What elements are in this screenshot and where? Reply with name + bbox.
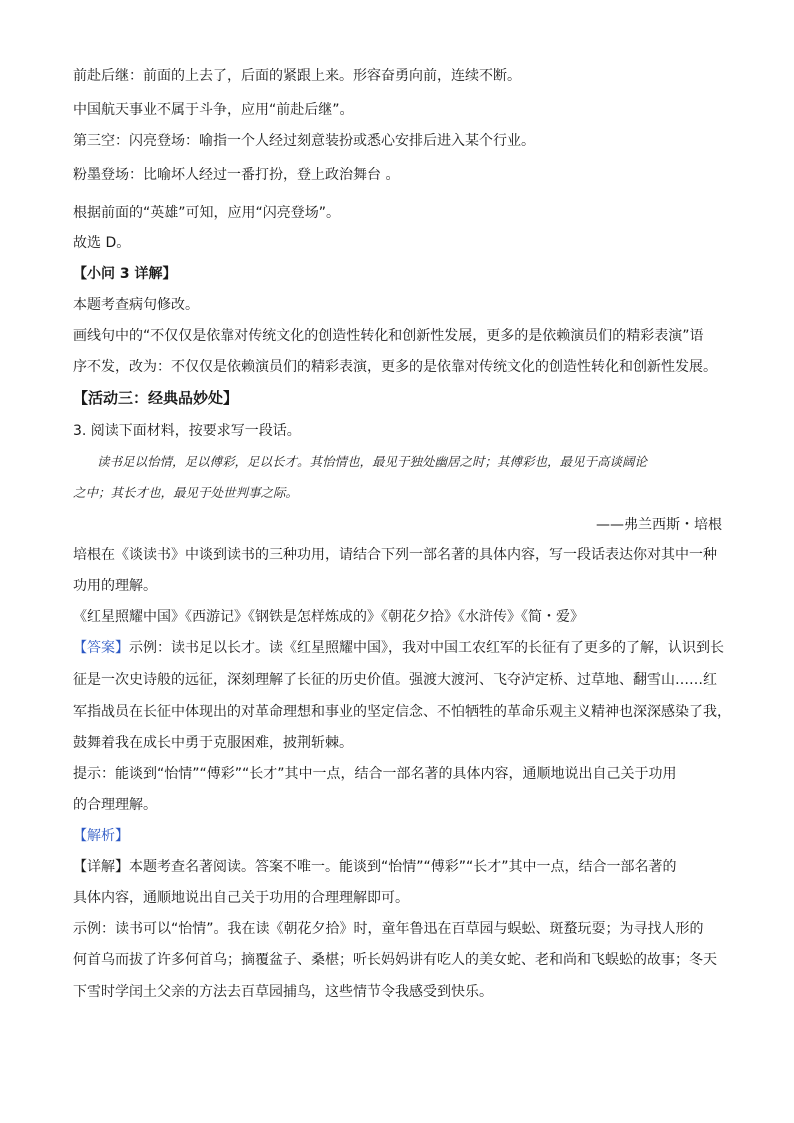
question-prompt: 3. 阅读下面材料，按要求写一段话。 <box>73 423 301 439</box>
answer-tag: 【答案】 <box>73 640 129 656</box>
text-line: 功用的理解。 <box>73 578 157 594</box>
activity-heading: 【活动三：经典品妙处】 <box>73 389 239 407</box>
text-line: 具体内容，通顺地说出自己关于功用的合理理解即可。 <box>73 890 409 906</box>
section-heading: 【小问 3 详解】 <box>73 266 177 282</box>
text-line: 鼓舞着我在成长中勇于克服困难，披荆斩棘。 <box>73 735 353 751</box>
text-line: 序不发，改为：不仅仅是依赖演员们的精彩表演，更多的是依靠对传统文化的创造性转化和创新性发展。 <box>73 359 717 375</box>
answer-line <box>73 638 724 658</box>
text-line: 【详解】本题考查名著阅读。答案不唯一。能谈到“怡情”“傅彩”“长才”其中一点，结合一部名著的 <box>73 859 677 875</box>
text-line: 的合理理解。 <box>73 797 157 813</box>
text-line: 前赴后继：前面的上去了，后面的紧跟上来。形容奋勇向前，连续不断。 <box>73 68 521 84</box>
book-list: 《红星照耀中国》《西游记》《钢铁是怎样炼成的》《朝花夕拾》《水浒传》《简・爱》 <box>73 609 584 625</box>
text-line: 示例：读书可以“怡情”。我在读《朝花夕拾》时，童年鲁迅在百草园与蜈蚣、斑蝥玩耍；为寻找人形的 <box>73 921 704 937</box>
text-line: 根据前面的“英雄”可知，应用“闪亮登场”。 <box>73 205 341 221</box>
text-line: 粉墨登场：比喻坏人经过一番打扮，登上政治舞台 。 <box>73 167 400 183</box>
text-line: 故选 D。 <box>73 235 131 251</box>
analysis-tag: 【解析】 <box>73 828 129 844</box>
text-line: 第三空：闪亮登场：喻指一个人经过刻意装扮或悉心安排后进入某个行业。 <box>73 133 535 149</box>
text-line: 何首乌而拔了许多何首乌；摘覆盆子、桑椹；听长妈妈讲有吃人的美女蛇、老和尚和飞蜈蚣的故事；冬天 <box>73 952 717 968</box>
text-line: 提示：能谈到“怡情”“傅彩”“长才”其中一点，结合一部名著的具体内容，通顺地说出自己关于功用 <box>73 766 677 782</box>
answer-text: 示例：读书足以长才。读《红星照耀中国》，我对中国工农红军的长征有了更多的了解，认识到长 <box>129 640 724 656</box>
quote-line: 之中；其长才也，最见于处世判事之际。 <box>73 485 299 500</box>
text-line: 军指战员在长征中体现出的对革命理想和事业的坚定信念、不怕牺牲的革命乐观主义精神也深深感染了我， <box>73 704 731 720</box>
text-line: 本题考查病句修改。 <box>73 297 199 313</box>
text-line: 中国航天事业不属于斗争，应用“前赴后继”。 <box>73 102 354 118</box>
quote-line: 读书足以怡情，足以傅彩，足以长才。其怡情也，最见于独处幽居之时；其傅彩也，最见于高谈阔论 <box>97 454 648 469</box>
text-line: 画线句中的“不仅仅是依靠对传统文化的创造性转化和创新性发展，更多的是依赖演员们的精彩表演”语 <box>73 328 704 344</box>
quote-attribution: ——弗兰西斯・培根 <box>596 517 722 533</box>
text-line: 下雪时学闰土父亲的方法去百草园捕鸟，这些情节令我感受到快乐。 <box>73 984 493 1000</box>
text-line: 培根在《谈读书》中谈到读书的三种功用，请结合下列一部名著的具体内容，写一段话表达你对其中一种 <box>73 547 717 563</box>
text-line: 征是一次史诗般的远征，深刻理解了长征的历史价值。强渡大渡河、飞夺泸定桥、过草地、翻雪山……红 <box>73 672 717 688</box>
